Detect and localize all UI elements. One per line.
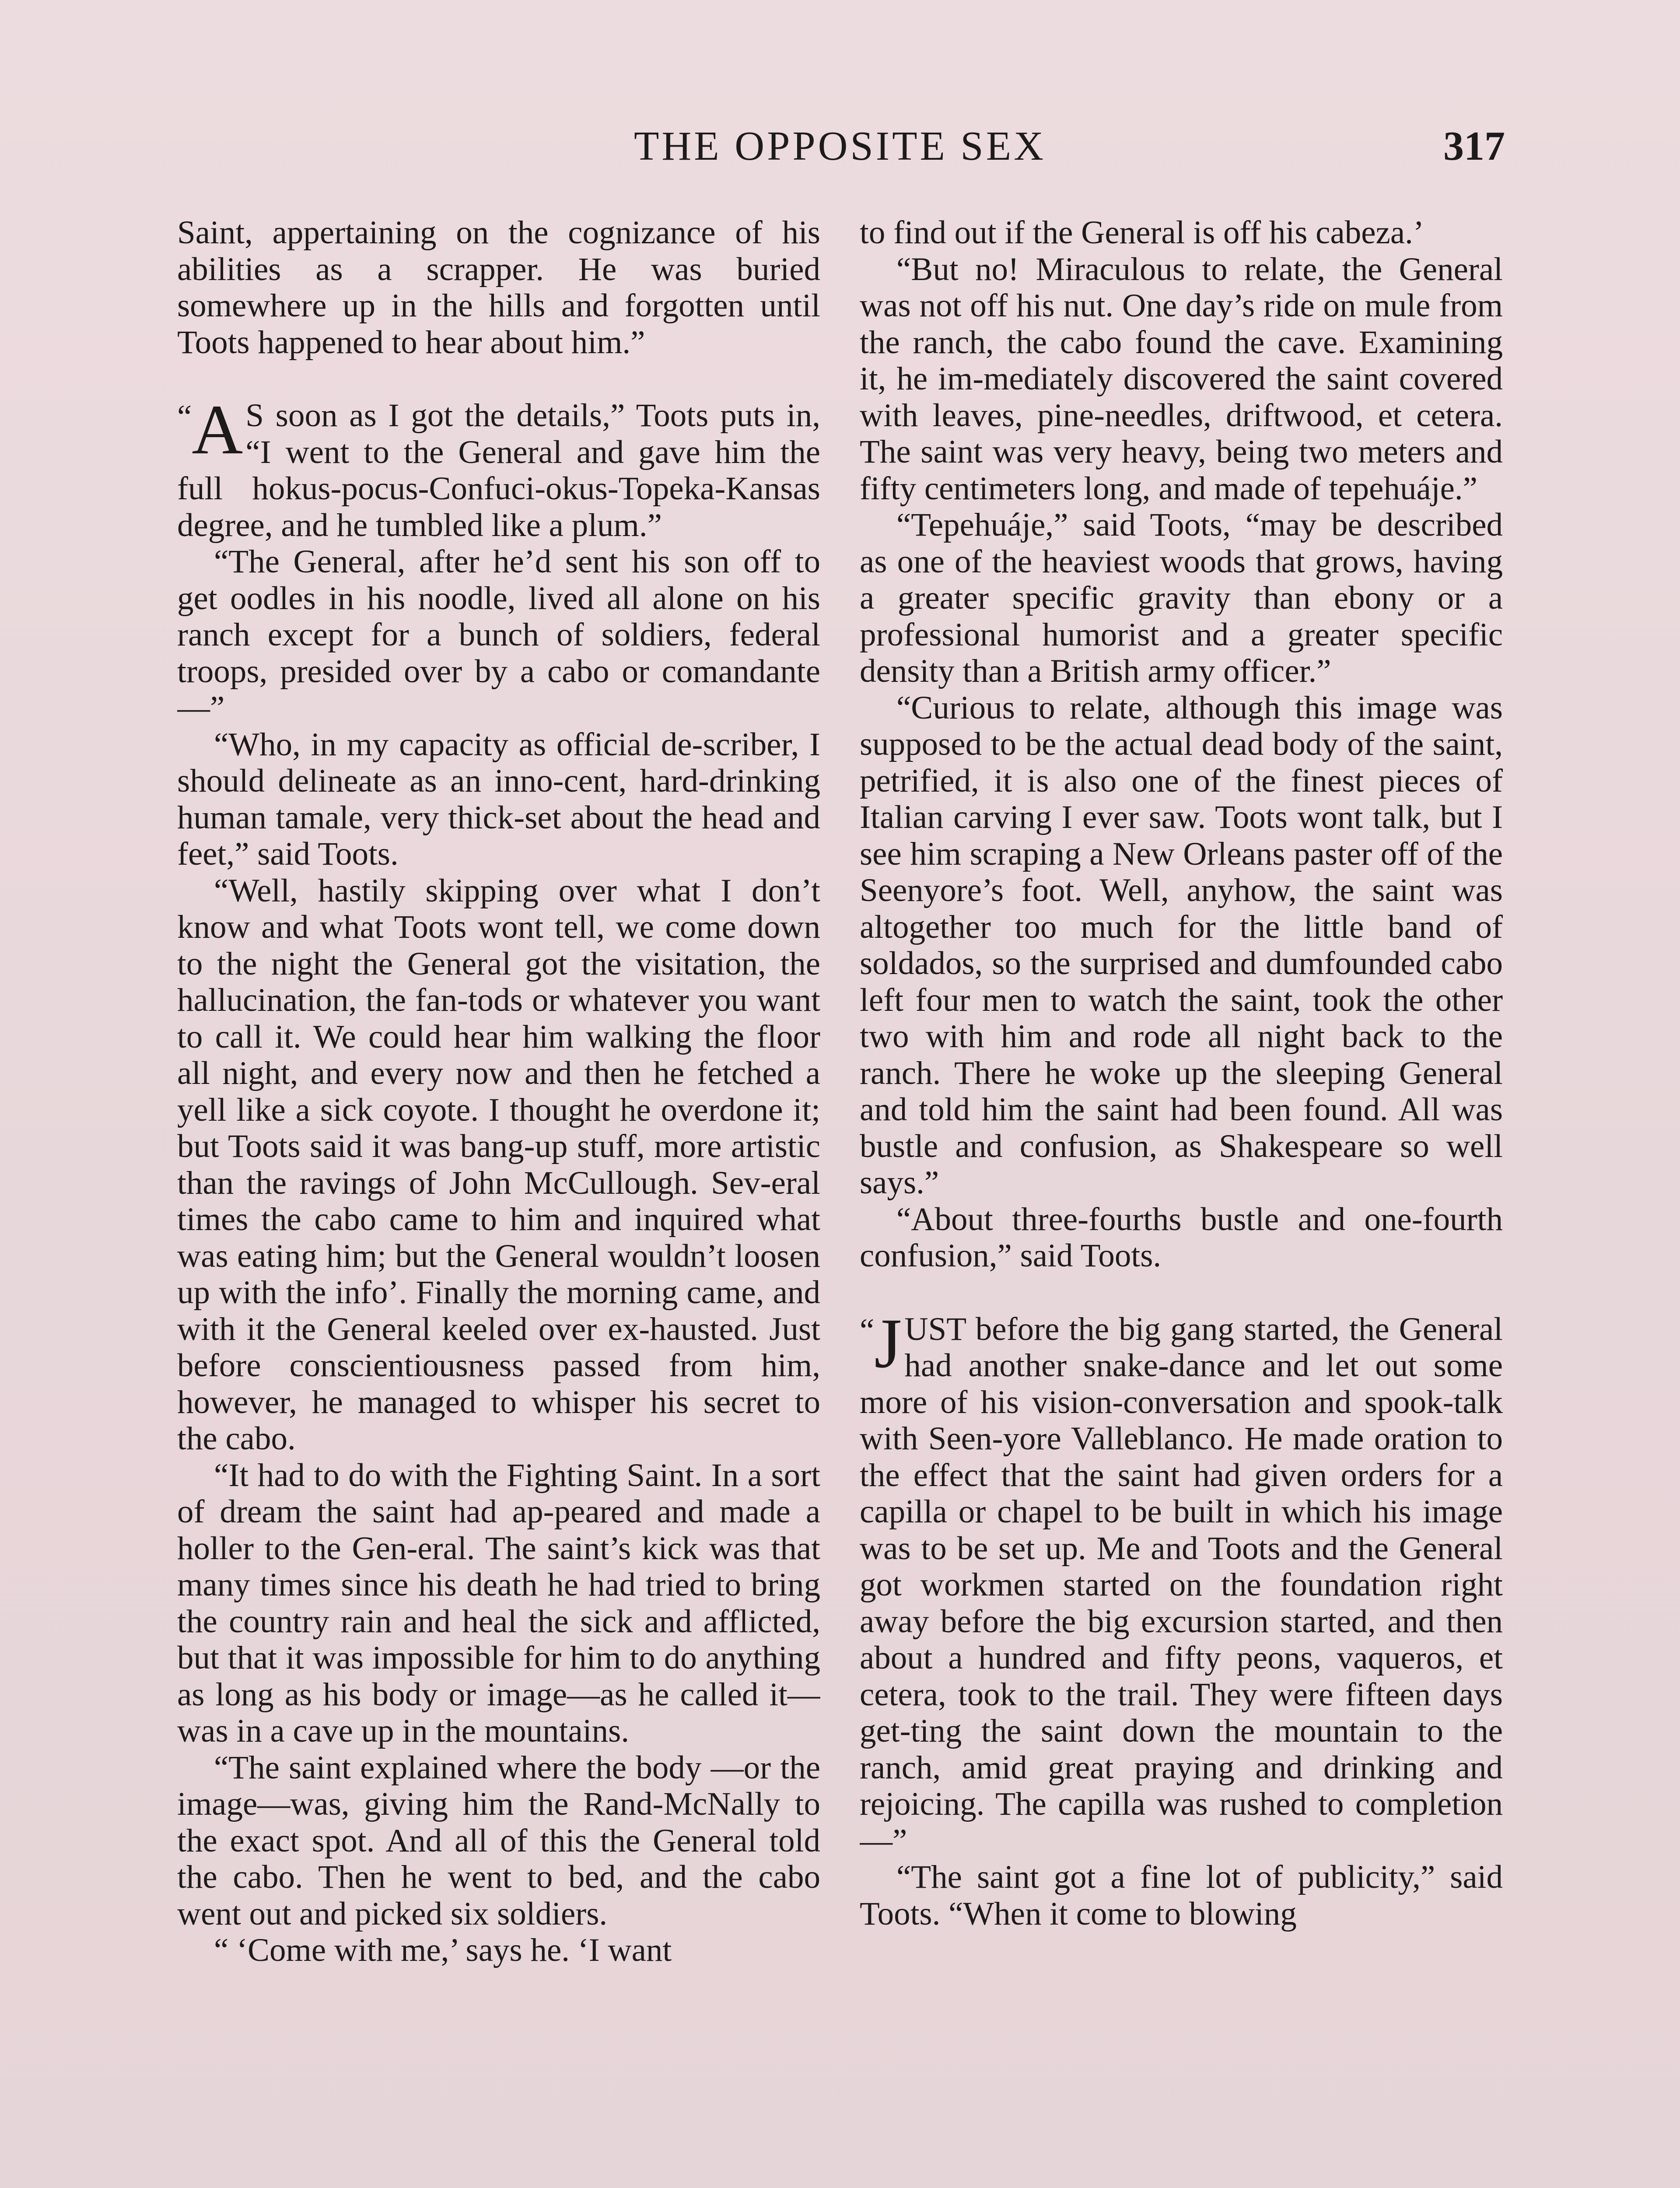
paragraph: “But no! Miraculous to relate, the General was not off his nut. One day’s ride on mule from the ranch, the cabo found the cave. Examining it, he im-mediately discovered the saint covered with leaves, pine-needles, driftwood, et cetera. The saint was very heavy, being two meters and fifty centimeters long, and made of tepehuáje.”: [860, 251, 1503, 507]
paragraph-text: UST before the big gang started, the General had another snake-dance and let out some more of his vision-conversation and spook-talk with Seen-yore Valleblanco. He made oration to the effect that the saint had given orders for a capilla or chapel to be built in which his image was to be set up. Me and Toots and the General got workmen started on the foundation right away before the big excursion started, and then about a hundred and fifty peons, vaqueros, et cetera, took to the trail. They were fifteen days get-ting the saint down the mountain to the ranch, amid great praying and drinking and rejoicing. The capilla was rushed to completion—”: [860, 1311, 1503, 1859]
paragraph: to find out if the General is off his cabeza.’: [860, 214, 1424, 251]
right-column: [860, 214, 1503, 2188]
paragraph: “ ‘Come with me,’ says he. ‘I want: [214, 1932, 672, 1968]
paragraph-text: S soon as I got the details,” Toots puts in, “I went to the General and gave him the full hokus-pocus-Confuci-okus-Topeka-Kansas degree, and he tumbled like a plum.”: [177, 397, 820, 543]
drop-cap: J: [874, 1304, 902, 1383]
paragraph: “Who, in my capacity as official de-scriber, I should delineate as an inno-cent, hard-drinking human tamale, very thick-set about the head and feet,” said Toots.: [177, 726, 820, 872]
paragraph: “The saint explained where the body —or the image—was, giving him the Rand-McNally to the exact spot. And all of this the General told the cabo. Then he went to bed, and the cabo went out and picked six soldiers.: [177, 1749, 820, 1932]
paragraph-section-start: [860, 1304, 1503, 1859]
paragraph: Saint, appertaining on the cognizance of his abilities as a scrapper. He was buried somewhere up in the hills and forgotten until Toots happened to hear about him.”: [177, 214, 820, 361]
paragraph: “Tepehuáje,” said Toots, “may be described as one of the heaviest woods that grows, having a greater specific gravity than ebony or a professional humorist and a greater specific density than a British army officer.”: [860, 507, 1503, 689]
paragraph: “Curious to relate, although this image was supposed to be the actual dead body of the saint, petrified, it is also one of the finest pieces of Italian carving I ever saw. Toots wont talk, but I see him scraping a New Orleans paster off of the Seenyore’s foot. Well, anyhow, the saint was altogether too much for the little band of soldados, so the surprised and dumfounded cabo left four men to watch the saint, took the other two with him and rode all night back to the ranch. There he woke up the sleeping General and told him the saint had been found. All was bustle and confusion, as Shakespeare so well says.”: [860, 689, 1503, 1201]
paragraph: “Well, hastily skipping over what I don’t know and what Toots wont tell, we come down to the night the General got the visitation, the hallucination, the fan-tods or whatever you want to call it. We could hear him walking the floor all night, and every now and then he fetched a yell like a sick coyote. I thought he overdone it; but Toots said it was bang-up stuff, more artistic than the ravings of John McCullough. Sev-eral times the cabo came to him and inquired what was eating him; but the General wouldn’t loosen up with the info’. Finally the morning came, and with it the General keeled over ex-hausted. Just before conscientiousness passed from him, however, he managed to whisper his secret to the cabo.: [177, 872, 820, 1457]
paragraph: “About three-fourths bustle and one-fourth confusion,” said Toots.: [860, 1201, 1503, 1274]
page-number: 317: [1443, 123, 1505, 169]
paragraph: “It had to do with the Fighting Saint. In a sort of dream the saint had ap-peared and made a holler to the Gen-eral. The saint’s kick was that many times since his death he had tried to bring the country rain and heal the sick and afflicted, but that it was impossible for him to do anything as long as his body or image—as he called it—was in a cave up in the mountains.: [177, 1457, 820, 1749]
left-column: [177, 214, 820, 2188]
page-header: [175, 118, 1505, 179]
opening-quote: “: [860, 1312, 875, 1349]
paragraph-section-start: [177, 391, 820, 543]
opening-quote: “: [177, 399, 192, 435]
drop-cap: A: [192, 391, 243, 469]
running-title: THE OPPOSITE SEX: [634, 123, 1046, 169]
paragraph: “The General, after he’d sent his son off to get oodles in his noodle, lived all alone on his ranch except for a bunch of soldiers, federal troops, presided over by a cabo or comandante—”: [177, 543, 820, 726]
paragraph: “The saint got a fine lot of publicity,” said Toots. “When it come to blowing: [860, 1859, 1503, 1932]
